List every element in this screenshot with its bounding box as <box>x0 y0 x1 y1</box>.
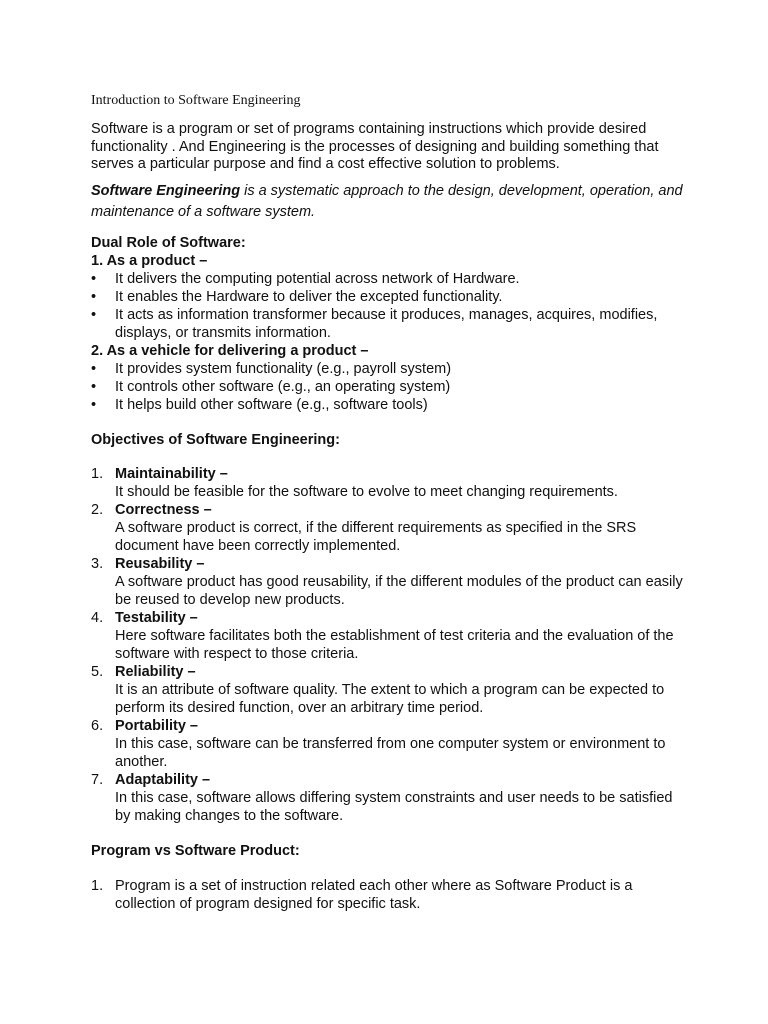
item-number: 3. <box>91 556 104 572</box>
bullet: • <box>91 361 97 377</box>
list-item-text: It provides system functionality (e.g., payroll system) <box>115 361 452 377</box>
list-item-text: It acts as information transformer because it produces, manages, acquires, modifies, displays, or transmits information. <box>115 307 658 341</box>
item-number: 6. <box>91 718 104 734</box>
objective-description: In this case, software allows differing system constraints and user needs to be satisfied by making changes to the software. <box>115 790 673 824</box>
program-vs-product-heading: Program vs Software Product: <box>91 843 300 859</box>
list-item <box>91 360 691 378</box>
list-item <box>91 306 691 342</box>
objectives-list <box>91 465 691 825</box>
bullet: • <box>91 379 97 395</box>
item-number: 1. <box>91 878 104 894</box>
list-item-text: It helps build other software (e.g., software tools) <box>115 397 428 413</box>
dual-role-section <box>91 234 691 414</box>
objectives-heading: Objectives of Software Engineering: <box>91 432 340 448</box>
objective-item <box>91 609 691 663</box>
objectives-section <box>91 465 691 825</box>
definition-paragraph <box>91 181 691 223</box>
item-number: 5. <box>91 664 104 680</box>
item-number: 2. <box>91 502 104 518</box>
objective-title: Adaptability – <box>115 772 211 788</box>
bullet: • <box>91 307 97 323</box>
intro-paragraph: Software is a program or set of programs containing instructions which provide desired functionality . And Engineering is the processes of designing and building something that serves a particular purpose and find a cost effective solution to problems. <box>91 121 659 172</box>
objective-description: A software product has good reusability, if the different modules of the product can easily be reused to develop new products. <box>115 574 683 608</box>
list-item <box>91 270 691 288</box>
bullet: • <box>91 271 97 287</box>
objective-item <box>91 501 691 555</box>
list-item <box>91 378 691 396</box>
bullet: • <box>91 289 97 305</box>
objective-description: In this case, software can be transferred from one computer system or environment to another. <box>115 736 666 770</box>
objective-title: Testability – <box>115 610 198 626</box>
objective-title: Reusability – <box>115 556 205 572</box>
objective-item <box>91 465 691 501</box>
objective-title: Portability – <box>115 718 198 734</box>
product-heading: 1. As a product – <box>91 253 208 269</box>
document-title: Introduction to Software Engineering <box>91 93 301 108</box>
list-item-text: It delivers the computing potential across network of Hardware. <box>115 271 520 287</box>
item-number: 4. <box>91 610 104 626</box>
objective-item <box>91 555 691 609</box>
list-item <box>91 396 691 414</box>
list-item <box>91 877 691 913</box>
objective-item <box>91 663 691 717</box>
list-item <box>91 288 691 306</box>
objective-item <box>91 771 691 825</box>
objective-description: A software product is correct, if the different requirements as specified in the SRS document have been correctly implemented. <box>115 520 637 554</box>
item-number: 7. <box>91 772 104 788</box>
definition-term: Software Engineering <box>91 183 241 199</box>
program-vs-product-section <box>91 877 691 913</box>
objective-title: Maintainability – <box>115 466 228 482</box>
vehicle-list <box>91 360 691 414</box>
bullet: • <box>91 397 97 413</box>
objective-title: Reliability – <box>115 664 196 680</box>
dual-role-heading: Dual Role of Software: <box>91 235 246 251</box>
definition-text: is a systematic approach to the design, development, operation, and maintenance of a software system. <box>91 183 683 220</box>
list-item-text: Program is a set of instruction related each other where as Software Product is a collection of program designed for specific task. <box>115 878 633 912</box>
vehicle-heading: 2. As a vehicle for delivering a product – <box>91 343 369 359</box>
product-list <box>91 270 691 342</box>
objective-description: Here software facilitates both the establishment of test criteria and the evaluation of the software with respect to those criteria. <box>115 628 674 662</box>
objective-description: It is an attribute of software quality. The extent to which a program can be expected to perform its desired function, over an arbitrary time period. <box>115 682 665 716</box>
objective-item <box>91 717 691 771</box>
list-item-text: It controls other software (e.g., an operating system) <box>115 379 451 395</box>
objective-description: It should be feasible for the software to evolve to meet changing requirements. <box>115 484 618 500</box>
objective-title: Correctness – <box>115 502 212 518</box>
item-number: 1. <box>91 466 104 482</box>
list-item-text: It enables the Hardware to deliver the excepted functionality. <box>115 289 503 305</box>
program-vs-product-list <box>91 877 691 913</box>
